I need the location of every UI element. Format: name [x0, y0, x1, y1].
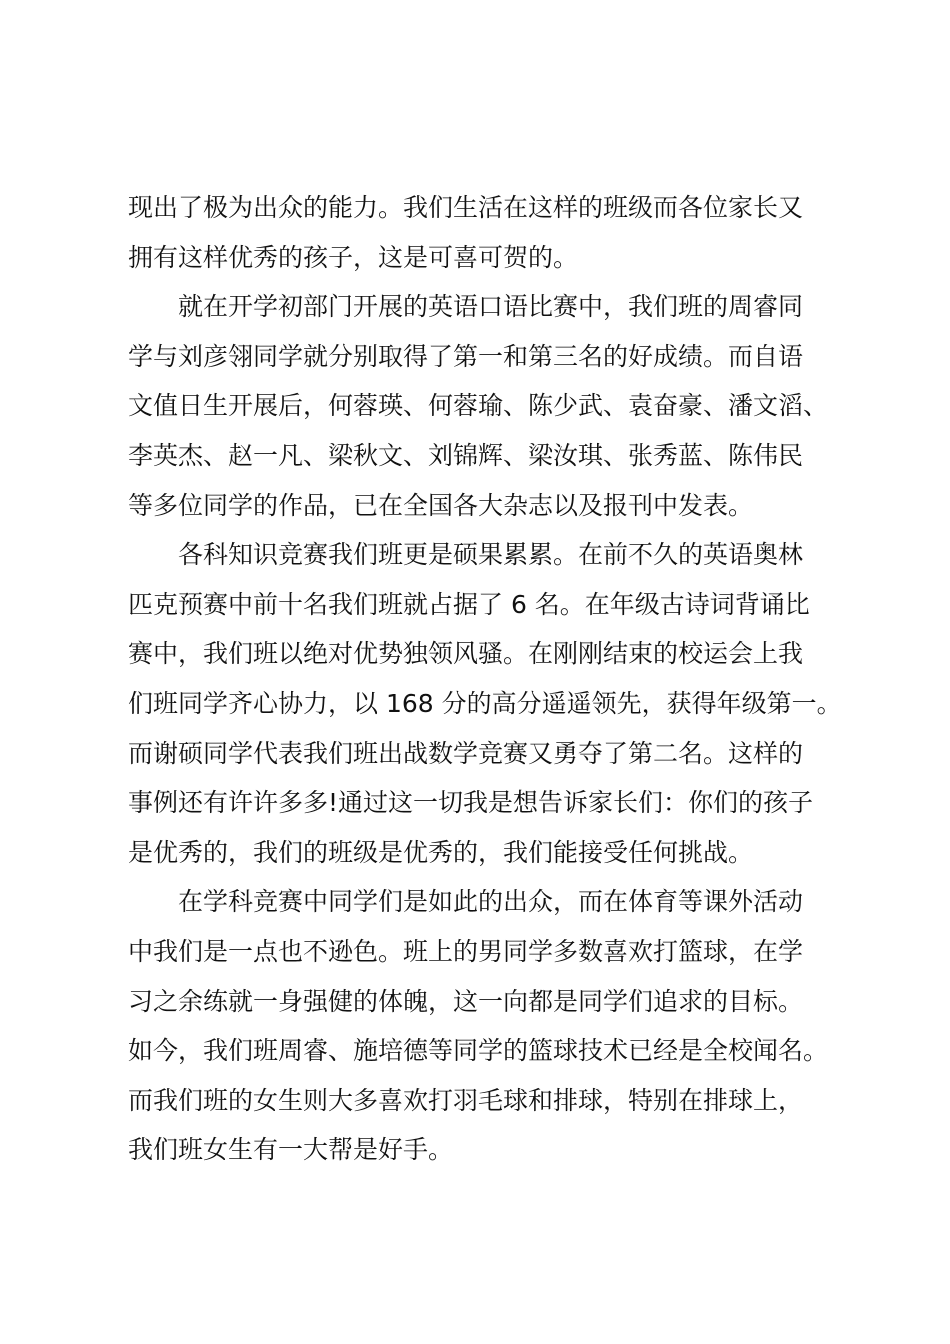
text-line: 等多位同学的作品，已在全国各大杂志以及报刊中发表。	[128, 490, 754, 520]
text-line: 赛中，我们班以绝对优势独领风骚。在刚刚结束的校运会上我	[128, 639, 804, 669]
text-line: 而我们班的女生则大多喜欢打羽毛球和排球，特别在排球上，	[128, 1085, 804, 1115]
text-line: 中我们是一点也不逊色。班上的男同学多数喜欢打篮球，在学	[128, 936, 804, 966]
paragraph-start-line: 就在开学初部门开展的英语口语比赛中，我们班的周睿同	[178, 292, 804, 322]
text-line: 现出了极为出众的能力。我们生活在这样的班级而各位家长又	[128, 193, 804, 222]
text-line: 而谢硕同学代表我们班出战数学竞赛又勇夺了第二名。这样的	[128, 738, 804, 768]
text-line: 习之余练就一身强健的体魄，这一向都是同学们追求的目标。	[128, 986, 804, 1016]
text-line: 是优秀的，我们的班级是优秀的，我们能接受任何挑战。	[128, 837, 754, 867]
text-line: 李英杰、赵一凡、梁秋文、刘锦辉、梁汝琪、张秀蓝、陈伟民	[128, 440, 804, 470]
paragraph-start-line: 各科知识竞赛我们班更是硕果累累。在前不久的英语奥林	[178, 540, 804, 570]
text-line: 我们班女生有一大帮是好手。	[128, 1135, 454, 1165]
paragraph-start-line: 在学科竞赛中同学们是如此的出众，而在体育等课外活动	[178, 887, 804, 917]
text-line: 拥有这样优秀的孩子，这是可喜可贺的。	[128, 242, 579, 272]
text-line: 学与刘彦翎同学就分别取得了第一和第三名的好成绩。而自语	[128, 341, 804, 371]
text-line: 如今，我们班周睿、施培德等同学的篮球技术已经是全校闻名。	[128, 1036, 829, 1066]
text-line: 们班同学齐心协力，以 168 分的高分遥遥领先，获得年级第一。	[128, 688, 842, 718]
text-line: 文值日生开展后，何蓉瑛、何蓉瑜、陈少武、袁奋豪、潘文滔、	[128, 391, 829, 421]
text-line: 事例还有许许多多!通过这一切我是想告诉家长们：你们的孩子	[128, 788, 814, 818]
document-body	[128, 183, 850, 1175]
text-line: 匹克预赛中前十名我们班就占据了 6 名。在年级古诗词背诵比	[128, 589, 810, 619]
